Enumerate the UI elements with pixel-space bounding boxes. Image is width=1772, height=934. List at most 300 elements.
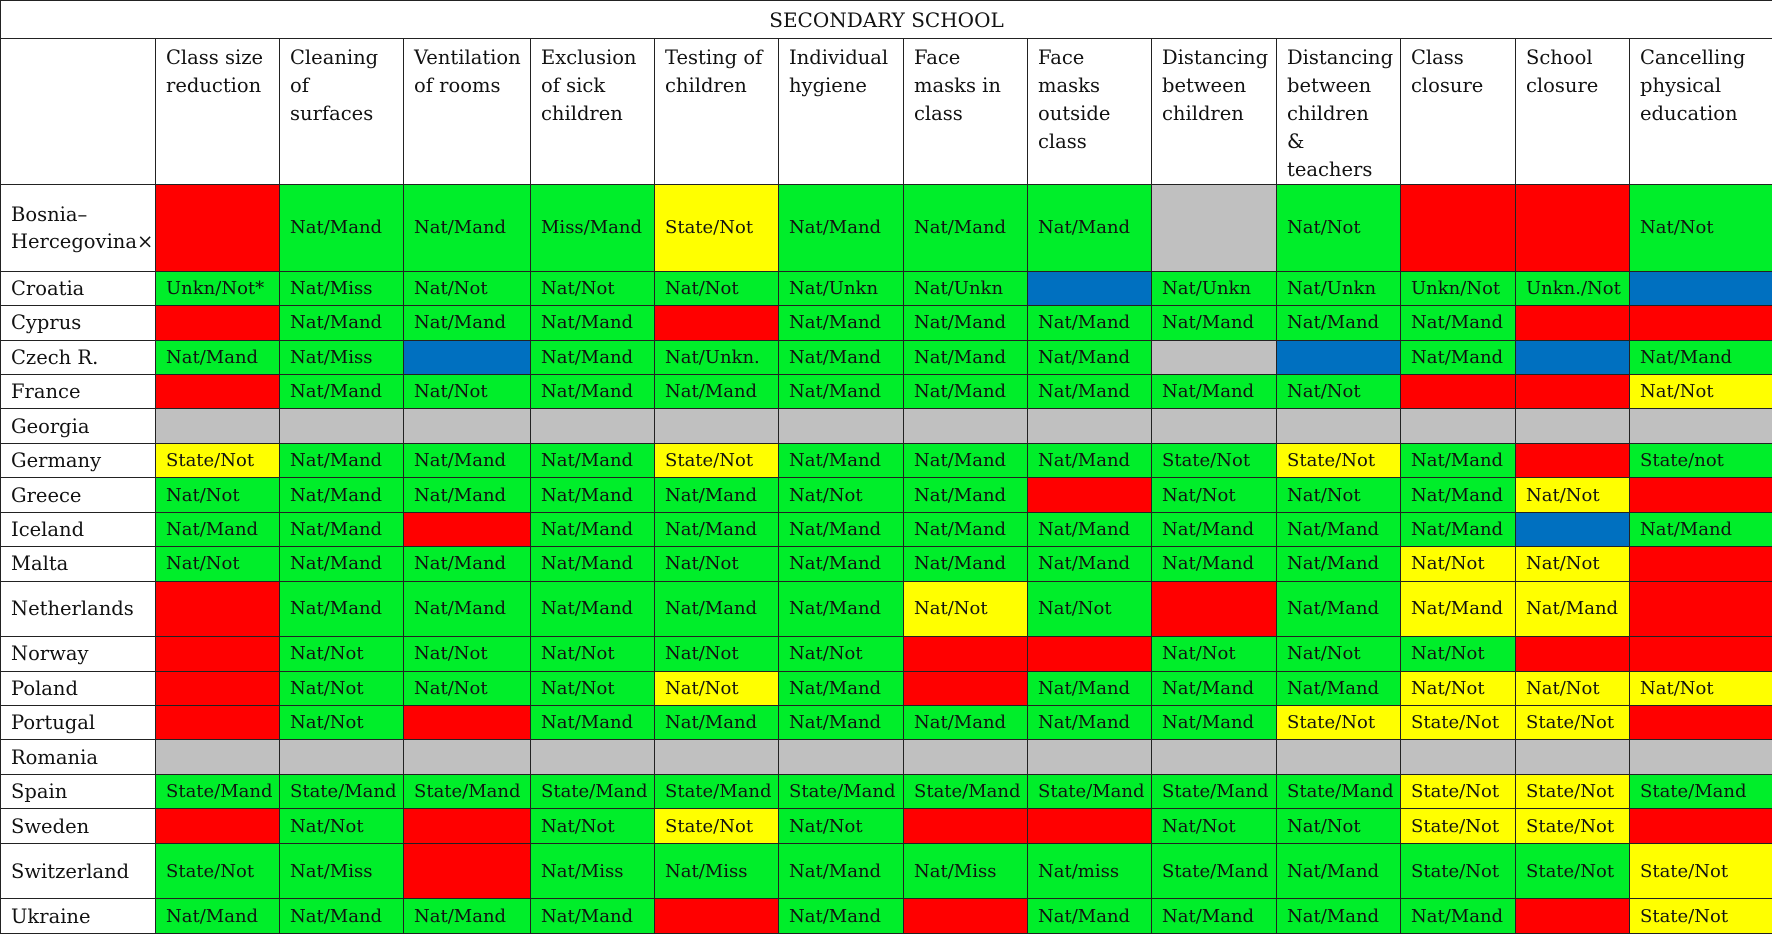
measure-cell: Nat/Not — [1516, 478, 1630, 512]
measure-cell: Nat/Mand — [531, 443, 655, 477]
country-name: Netherlands — [11, 597, 134, 621]
measure-cell: State/Not — [1630, 843, 1772, 899]
measure-cell — [1630, 306, 1772, 340]
table-row — [1, 774, 1772, 808]
measure-cell: Nat/Not — [531, 671, 655, 705]
measure-cell — [1401, 374, 1516, 408]
column-header-line: Face — [914, 46, 961, 69]
measure-cell: Nat/Mand — [404, 547, 531, 581]
measure-cell: State/Mand — [1028, 774, 1152, 808]
measure-cell: State/Not — [1401, 843, 1516, 899]
country-name: Germany — [11, 449, 102, 473]
measure-cell: Nat/Mand — [156, 512, 280, 546]
country-name: Switzerland — [11, 859, 130, 883]
measure-cell — [904, 740, 1028, 774]
table-row — [1, 547, 1772, 581]
column-header-line: of rooms — [414, 74, 501, 97]
country-cell — [1, 671, 156, 705]
table-row — [1, 271, 1772, 305]
column-header-line: reduction — [166, 74, 262, 97]
table-row — [1, 809, 1772, 843]
measure-cell: Nat/Mand — [1277, 671, 1401, 705]
measure-cell — [1630, 547, 1772, 581]
table-row — [1, 706, 1772, 740]
country-cell — [1, 899, 156, 934]
measure-cell: Nat/Not — [1152, 809, 1277, 843]
measure-cell: Nat/Mand — [280, 581, 404, 637]
column-header-line: Individual — [789, 46, 889, 69]
measure-cell — [280, 740, 404, 774]
measure-cell: Nat/Mand — [1401, 478, 1516, 512]
measure-cell: Nat/Not — [655, 547, 779, 581]
column-header — [655, 39, 779, 185]
measure-cell: Nat/Mand — [280, 443, 404, 477]
country-name: Sweden — [11, 814, 90, 838]
measure-cell: Nat/Mand — [1028, 547, 1152, 581]
column-header — [531, 39, 655, 185]
measure-cell: State/Not — [1401, 774, 1516, 808]
table-row — [1, 843, 1772, 899]
column-header-line: masks in — [914, 74, 1001, 97]
measure-cell — [655, 409, 779, 443]
country-cell — [1, 271, 156, 305]
measure-cell — [1401, 740, 1516, 774]
measure-cell: State/Not — [1401, 706, 1516, 740]
measure-cell: Nat/Mand — [531, 306, 655, 340]
country-cell — [1, 443, 156, 477]
measure-cell: State/Not — [1277, 443, 1401, 477]
measure-cell — [1630, 409, 1772, 443]
country-cell — [1, 512, 156, 546]
measure-cell: Nat/Not — [1401, 547, 1516, 581]
column-header-line: Distancing — [1287, 46, 1394, 69]
measure-cell — [1630, 271, 1772, 305]
table-row — [1, 340, 1772, 374]
measure-cell: State/Not — [1277, 706, 1401, 740]
measure-cell: Nat/Mand — [1277, 547, 1401, 581]
measure-cell: Nat/Mand — [1152, 547, 1277, 581]
measure-cell: Nat/Not — [655, 671, 779, 705]
measure-cell: Nat/Mand — [404, 185, 531, 272]
measure-cell: Nat/Mand — [280, 899, 404, 934]
measure-cell: Nat/Not — [404, 374, 531, 408]
corner-cell — [1, 39, 156, 185]
column-header — [904, 39, 1028, 185]
measure-cell — [1277, 409, 1401, 443]
measure-cell: Nat/Mand — [779, 306, 904, 340]
measure-cell: Nat/Not — [280, 671, 404, 705]
country-cell — [1, 306, 156, 340]
measure-cell — [1516, 443, 1630, 477]
measure-cell: Nat/Mand — [531, 512, 655, 546]
measure-cell — [1630, 637, 1772, 671]
measure-cell: State/not — [1630, 443, 1772, 477]
table-row — [1, 478, 1772, 512]
measure-cell — [404, 409, 531, 443]
measure-cell: Nat/Mand — [1152, 706, 1277, 740]
measure-cell: Nat/Mand — [655, 512, 779, 546]
measure-cell: State/Mand — [280, 774, 404, 808]
measure-cell: Nat/Mand — [1152, 899, 1277, 934]
measure-cell — [404, 706, 531, 740]
measure-cell: Nat/Mand — [779, 671, 904, 705]
measure-cell: State/Mand — [531, 774, 655, 808]
column-header — [156, 39, 280, 185]
country-cell — [1, 185, 156, 272]
column-header-line: children — [1162, 102, 1244, 125]
country-name: Malta — [11, 552, 69, 576]
measure-cell: Nat/Not — [531, 637, 655, 671]
measure-cell: Nat/Mand — [1401, 581, 1516, 637]
measure-cell: Nat/Mand — [531, 581, 655, 637]
country-name: Iceland — [11, 517, 85, 541]
measure-cell — [156, 581, 280, 637]
measure-cell: Nat/Not — [1277, 637, 1401, 671]
column-header — [1152, 39, 1277, 185]
measure-cell: Nat/Unkn — [779, 271, 904, 305]
measure-cell — [156, 409, 280, 443]
measure-cell — [1277, 740, 1401, 774]
measure-cell: Nat/Mand — [531, 706, 655, 740]
country-name: Portugal — [11, 711, 96, 735]
column-header-line: Cancelling — [1640, 46, 1746, 69]
measure-cell — [1152, 340, 1277, 374]
measure-cell: Nat/Mand — [779, 512, 904, 546]
country-name: Romania — [11, 745, 98, 769]
country-name: Bosnia– — [11, 202, 88, 226]
measure-cell: Nat/Mand — [904, 512, 1028, 546]
measure-cell — [404, 843, 531, 899]
measure-cell: Nat/Not — [280, 809, 404, 843]
measure-cell — [156, 185, 280, 272]
column-header-line: class — [914, 102, 963, 125]
measure-cell: Nat/Miss — [280, 843, 404, 899]
measure-cell — [156, 706, 280, 740]
measure-cell — [1516, 512, 1630, 546]
table-row — [1, 637, 1772, 671]
measure-cell: Nat/Mand — [531, 478, 655, 512]
table-row — [1, 512, 1772, 546]
country-cell — [1, 581, 156, 637]
measure-cell: Nat/Mand — [779, 340, 904, 374]
measure-cell: Nat/Unkn — [1277, 271, 1401, 305]
measure-cell — [1277, 340, 1401, 374]
measure-cell: Nat/Mand — [1152, 374, 1277, 408]
measure-cell: Nat/Mand — [280, 478, 404, 512]
measure-cell — [904, 671, 1028, 705]
measure-cell — [904, 409, 1028, 443]
measure-cell: Nat/Unkn. — [655, 340, 779, 374]
country-cell — [1, 843, 156, 899]
measure-cell: Nat/Mand — [1277, 899, 1401, 934]
column-header-line: physical — [1640, 74, 1722, 97]
measure-cell: Nat/Mand — [779, 374, 904, 408]
measure-cell: State/Not — [655, 185, 779, 272]
country-name: Croatia — [11, 276, 85, 300]
measure-cell — [655, 899, 779, 934]
measure-cell: Nat/Mand — [280, 512, 404, 546]
country-cell — [1, 774, 156, 808]
measure-cell — [1152, 581, 1277, 637]
table-row — [1, 671, 1772, 705]
measure-cell: Nat/Not — [1401, 637, 1516, 671]
measure-cell — [1516, 637, 1630, 671]
measure-cell: State/Mand — [779, 774, 904, 808]
column-header-line: between — [1162, 74, 1247, 97]
column-header — [779, 39, 904, 185]
column-header — [1401, 39, 1516, 185]
measure-cell: Nat/Not — [1277, 185, 1401, 272]
measure-cell — [904, 809, 1028, 843]
measure-cell: Nat/Not — [280, 637, 404, 671]
measure-cell: Nat/Mand — [1630, 512, 1772, 546]
measure-cell: Nat/Mand — [280, 306, 404, 340]
country-name: Georgia — [11, 414, 90, 438]
table-row — [1, 581, 1772, 637]
measure-cell: Nat/Mand — [1028, 512, 1152, 546]
table-row — [1, 306, 1772, 340]
measure-cell — [404, 340, 531, 374]
country-name: Ukraine — [11, 904, 91, 928]
table-row — [1, 185, 1772, 272]
measure-cell — [1516, 899, 1630, 934]
table-title: SECONDARY SCHOOL — [1, 1, 1772, 39]
measure-cell: Nat/Not — [531, 809, 655, 843]
measure-cell: State/Not — [1516, 843, 1630, 899]
measure-cell — [1630, 478, 1772, 512]
country-name: Cyprus — [11, 311, 82, 335]
country-name: Czech R. — [11, 345, 99, 369]
column-header — [1630, 39, 1772, 185]
measure-cell: Nat/Mand — [1028, 671, 1152, 705]
measure-cell: Nat/Mand — [1028, 306, 1152, 340]
measure-cell — [1630, 706, 1772, 740]
measure-cell — [1516, 409, 1630, 443]
measure-cell: Nat/Mand — [404, 581, 531, 637]
column-header-line: Exclusion — [541, 46, 637, 69]
column-header-line: Testing of — [665, 46, 763, 69]
measure-cell — [156, 306, 280, 340]
measure-cell: Nat/Not — [1028, 581, 1152, 637]
column-header-line: between — [1287, 74, 1372, 97]
measure-cell: State/Mand — [655, 774, 779, 808]
column-header — [404, 39, 531, 185]
measure-cell — [1028, 409, 1152, 443]
measure-cell: State/Mand — [1630, 774, 1772, 808]
measure-cell: Nat/Mand — [404, 443, 531, 477]
measure-cell: Nat/Mand — [531, 374, 655, 408]
column-header-line: Class — [1411, 46, 1464, 69]
country-cell — [1, 740, 156, 774]
measure-cell — [1028, 637, 1152, 671]
measure-cell: Nat/Mand — [655, 706, 779, 740]
measure-cell: Nat/Mand — [1028, 899, 1152, 934]
country-cell — [1, 809, 156, 843]
measure-cell — [1401, 185, 1516, 272]
column-header-line: Distancing — [1162, 46, 1269, 69]
column-header-line: of sick — [541, 74, 606, 97]
measure-cell — [156, 740, 280, 774]
measure-cell: Nat/Not — [1277, 478, 1401, 512]
column-header-line: Face — [1038, 46, 1085, 69]
measure-cell: State/Not — [655, 809, 779, 843]
measure-cell: Nat/Mand — [779, 185, 904, 272]
column-header-line: School — [1526, 46, 1593, 69]
measure-cell: Nat/Mand — [1401, 899, 1516, 934]
measure-cell: Nat/Mand — [779, 899, 904, 934]
measure-cell: State/Not — [1516, 809, 1630, 843]
measure-cell: Nat/Miss — [904, 843, 1028, 899]
table-row — [1, 374, 1772, 408]
measure-cell: Miss/Mand — [531, 185, 655, 272]
measure-cell: Nat/Mand — [531, 340, 655, 374]
measure-cell: Nat/Mand — [904, 306, 1028, 340]
measure-cell: Nat/Mand — [904, 443, 1028, 477]
measure-cell: Nat/Not — [1152, 478, 1277, 512]
measure-cell — [156, 637, 280, 671]
measure-cell: State/Not — [655, 443, 779, 477]
measure-cell: Nat/Mand — [1028, 374, 1152, 408]
column-header-row — [1, 39, 1772, 185]
measure-cell — [1401, 409, 1516, 443]
measure-cell: Nat/Not — [779, 637, 904, 671]
column-header-line: Class size — [166, 46, 264, 69]
measure-cell: Nat/Mand — [280, 185, 404, 272]
measure-cell: Nat/Mand — [280, 374, 404, 408]
measure-cell — [1028, 740, 1152, 774]
column-header-line: closure — [1526, 74, 1599, 97]
measure-cell: State/Not — [156, 443, 280, 477]
measure-cell: Nat/Not — [156, 547, 280, 581]
measure-cell: Nat/Mand — [531, 899, 655, 934]
country-cell — [1, 478, 156, 512]
measure-cell: Unkn./Not — [1516, 271, 1630, 305]
measure-cell — [1152, 740, 1277, 774]
column-header-line: education — [1640, 102, 1738, 125]
measure-cell: Nat/Mand — [531, 547, 655, 581]
measure-cell: Nat/Mand — [1630, 340, 1772, 374]
measure-cell — [1152, 409, 1277, 443]
measure-cell — [1630, 581, 1772, 637]
column-header — [1028, 39, 1152, 185]
country-name: Hercegovina× — [11, 229, 154, 253]
measure-cell: Nat/Not — [404, 637, 531, 671]
measure-cell — [1516, 185, 1630, 272]
measure-cell: Nat/Mand — [1277, 306, 1401, 340]
measure-cell: State/Mand — [1152, 774, 1277, 808]
measure-cell: Nat/Mand — [655, 581, 779, 637]
measure-cell: State/Mand — [1152, 843, 1277, 899]
measure-cell — [404, 512, 531, 546]
measure-cell: Nat/Not — [1516, 671, 1630, 705]
measure-cell — [280, 409, 404, 443]
table-row — [1, 740, 1772, 774]
measure-cell: Nat/Miss — [280, 271, 404, 305]
measure-cell — [1516, 740, 1630, 774]
measure-cell: Nat/Not — [404, 671, 531, 705]
column-header — [280, 39, 404, 185]
measure-cell — [1152, 185, 1277, 272]
column-header — [1277, 39, 1401, 185]
measure-cell — [404, 809, 531, 843]
measure-cell: Nat/Not — [1152, 637, 1277, 671]
measure-cell: Nat/Mand — [655, 478, 779, 512]
column-header-line: class — [1038, 130, 1087, 153]
measure-cell: Nat/Mand — [404, 306, 531, 340]
measure-cell: Nat/Mand — [779, 443, 904, 477]
measure-cell: Nat/Unkn — [904, 271, 1028, 305]
country-cell — [1, 374, 156, 408]
column-header-line: children — [665, 74, 747, 97]
column-header-line: children — [541, 102, 623, 125]
measure-cell: Nat/Mand — [1028, 185, 1152, 272]
country-name: Norway — [11, 642, 89, 666]
country-name: Spain — [11, 780, 68, 804]
table-row — [1, 899, 1772, 934]
measure-cell: Nat/Mand — [779, 581, 904, 637]
measure-cell: Nat/miss — [1028, 843, 1152, 899]
measure-cell: Nat/Mand — [404, 899, 531, 934]
measure-cell: Nat/Not — [904, 581, 1028, 637]
measure-cell: Nat/Mand — [779, 547, 904, 581]
measure-cell: Nat/Not — [404, 271, 531, 305]
country-cell — [1, 409, 156, 443]
measure-cell: Nat/Not — [1630, 185, 1772, 272]
measure-cell: Nat/Mand — [1152, 512, 1277, 546]
measure-cell: Nat/Mand — [1028, 443, 1152, 477]
measure-cell — [1516, 306, 1630, 340]
measure-cell: Nat/Not — [779, 478, 904, 512]
measure-cell — [531, 740, 655, 774]
measure-cell — [1516, 374, 1630, 408]
country-name: France — [11, 380, 81, 404]
measure-cell: State/Mand — [156, 774, 280, 808]
measure-cell: State/Mand — [1277, 774, 1401, 808]
measure-cell: Nat/Mand — [779, 843, 904, 899]
measure-cell: Nat/Mand — [904, 706, 1028, 740]
measure-cell: Nat/Unkn — [1152, 271, 1277, 305]
measure-cell: State/Mand — [404, 774, 531, 808]
measure-cell: Nat/Mand — [1152, 671, 1277, 705]
column-header-line: children & — [1287, 102, 1369, 153]
measure-cell: Nat/Not — [1516, 547, 1630, 581]
measure-cell: Nat/Mand — [779, 706, 904, 740]
country-cell — [1, 706, 156, 740]
measure-cell: Nat/Mand — [280, 547, 404, 581]
measure-cell: Nat/Mand — [1152, 306, 1277, 340]
column-header-line: hygiene — [789, 74, 867, 97]
measure-cell: State/Not — [1516, 706, 1630, 740]
measure-cell: Nat/Miss — [531, 843, 655, 899]
measure-cell: State/Not — [1630, 899, 1772, 934]
measure-cell: State/Not — [1516, 774, 1630, 808]
measure-cell: State/Mand — [904, 774, 1028, 808]
measure-cell: Nat/Mand — [1277, 843, 1401, 899]
measure-cell: Nat/Miss — [280, 340, 404, 374]
measure-cell: Nat/Mand — [904, 340, 1028, 374]
measure-cell: Nat/Not — [156, 478, 280, 512]
measure-cell — [904, 637, 1028, 671]
measure-cell — [531, 409, 655, 443]
measure-cell: Nat/Not — [655, 637, 779, 671]
country-name: Greece — [11, 483, 82, 507]
measure-cell: Nat/Mand — [1277, 581, 1401, 637]
column-header-line: Cleaning — [290, 46, 379, 69]
measure-cell: Unkn/Not* — [156, 271, 280, 305]
measure-cell: Nat/Not — [1630, 374, 1772, 408]
country-cell — [1, 340, 156, 374]
measure-cell: Nat/Not — [1401, 671, 1516, 705]
